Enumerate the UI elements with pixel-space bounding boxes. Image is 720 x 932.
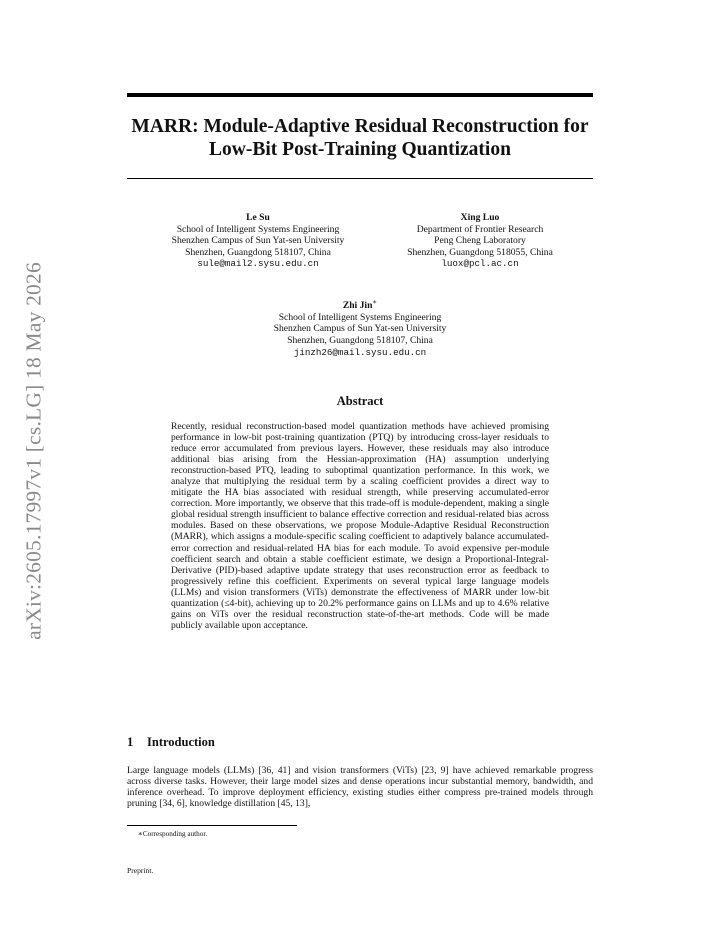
arxiv-stamp-text: arXiv:2605.17997v1 [cs.LG] 18 May 2026 bbox=[21, 262, 46, 640]
author-name: Le Su bbox=[246, 212, 270, 223]
author-email: luox@pcl.ac.cn bbox=[441, 258, 519, 270]
author-name-row bbox=[240, 297, 480, 312]
title-top-rule bbox=[127, 93, 593, 97]
author-name: Xing Luo bbox=[460, 212, 500, 223]
abstract-text: Recently, residual reconstruction-based model quantization methods have achieved promising performance in low-bit post-training quantization (PTQ) by introducing cross-layer residuals to reduce error accumulated from previous layers. However, these residuals may also introduce additional bias arising from the Hessian-approximation (HA) assumption underlying reconstruction-based PTQ, leading to suboptimal quantization performance. In this work, we analyze that multiplying the residual term by a scaling coefficient provides a direct way to mitigate the HA bias associated with residual strength, while preserving accumulated-error correction. More importantly, we observe that this trade-off is module-dependent, making a single global residual strength insufficient to balance effective correction and residual-related bias across modules. Based on these observations, we propose Module-Adaptive Residual Reconstruction (MARR), which assigns a module-specific scaling coefficient to adaptively balance accumulated-error correction and residual-related HA bias for each module. To avoid expensive per-module coefficient search and obtain a stable coefficient estimate, we design a Proportional-Integral-Derivative (PID)-based adaptive update strategy that uses reconstruction error as feedback to progressively refine this coefficient. Experiments on several typical large language models (LLMs) and vision transformers (ViTs) demonstrate the effectiveness of MARR under low-bit quantization (≤4-bit), achieving up to 20.2% performance gains on LLMs and up to 4.6% relative gains on ViTs over the residual reconstruction state-of-the-art methods. Code will be made publicly available upon acceptance. bbox=[171, 421, 549, 631]
author-affiliation: Shenzhen Campus of Sun Yat-sen University bbox=[273, 323, 447, 335]
footnote-rule bbox=[127, 825, 297, 826]
author-affiliation: Shenzhen, Guangdong 518107, China bbox=[287, 334, 433, 346]
author-affiliation: School of Intelligent Systems Engineering bbox=[278, 311, 442, 323]
author-block-1 bbox=[138, 212, 378, 270]
author-affiliation: Shenzhen Campus of Sun Yat-sen University bbox=[171, 235, 345, 247]
footnote-text: ∗Corresponding author. bbox=[138, 830, 208, 838]
corresponding-author-mark: ∗ bbox=[372, 298, 378, 306]
author-email: sule@mail2.sysu.edu.cn bbox=[197, 258, 319, 270]
paper-title: MARR: Module-Adaptive Residual Reconstruction for Low-Bit Post-Training Quantization bbox=[131, 116, 589, 160]
abstract-heading: Abstract bbox=[336, 394, 384, 408]
author-affiliation: Department of Frontier Research bbox=[416, 223, 544, 235]
title-bottom-rule bbox=[127, 178, 593, 179]
section-title: Introduction bbox=[147, 735, 215, 749]
author-email: jinzh26@mail.sysu.edu.cn bbox=[293, 346, 427, 358]
author-block-2 bbox=[380, 212, 580, 270]
author-name: Zhi Jin bbox=[342, 300, 373, 312]
author-affiliation: School of Intelligent Systems Engineering bbox=[176, 223, 340, 235]
author-affiliation: Shenzhen, Guangdong 518107, China bbox=[185, 246, 331, 258]
section-heading bbox=[127, 735, 215, 750]
introduction-paragraph: Large language models (LLMs) [36, 41] and vision transformers (ViTs) [23, 9] have achieved remarkable progress across diverse tasks. However, their large model sizes and dense operations incur substantial memory, bandwidth, and inference overhead. To improve deployment efficiency, existing studies either compress pre-trained models through pruning [34, 6], knowledge distillation [45, 13], bbox=[127, 765, 593, 810]
author-affiliation: Peng Cheng Laboratory bbox=[434, 235, 526, 247]
author-affiliation: Shenzhen, Guangdong 518055, China bbox=[407, 246, 553, 258]
preprint-label: Preprint. bbox=[127, 866, 154, 875]
arxiv-identifier-stamp bbox=[12, 256, 56, 646]
author-block-3 bbox=[240, 297, 480, 358]
section-number: 1 bbox=[127, 735, 134, 749]
